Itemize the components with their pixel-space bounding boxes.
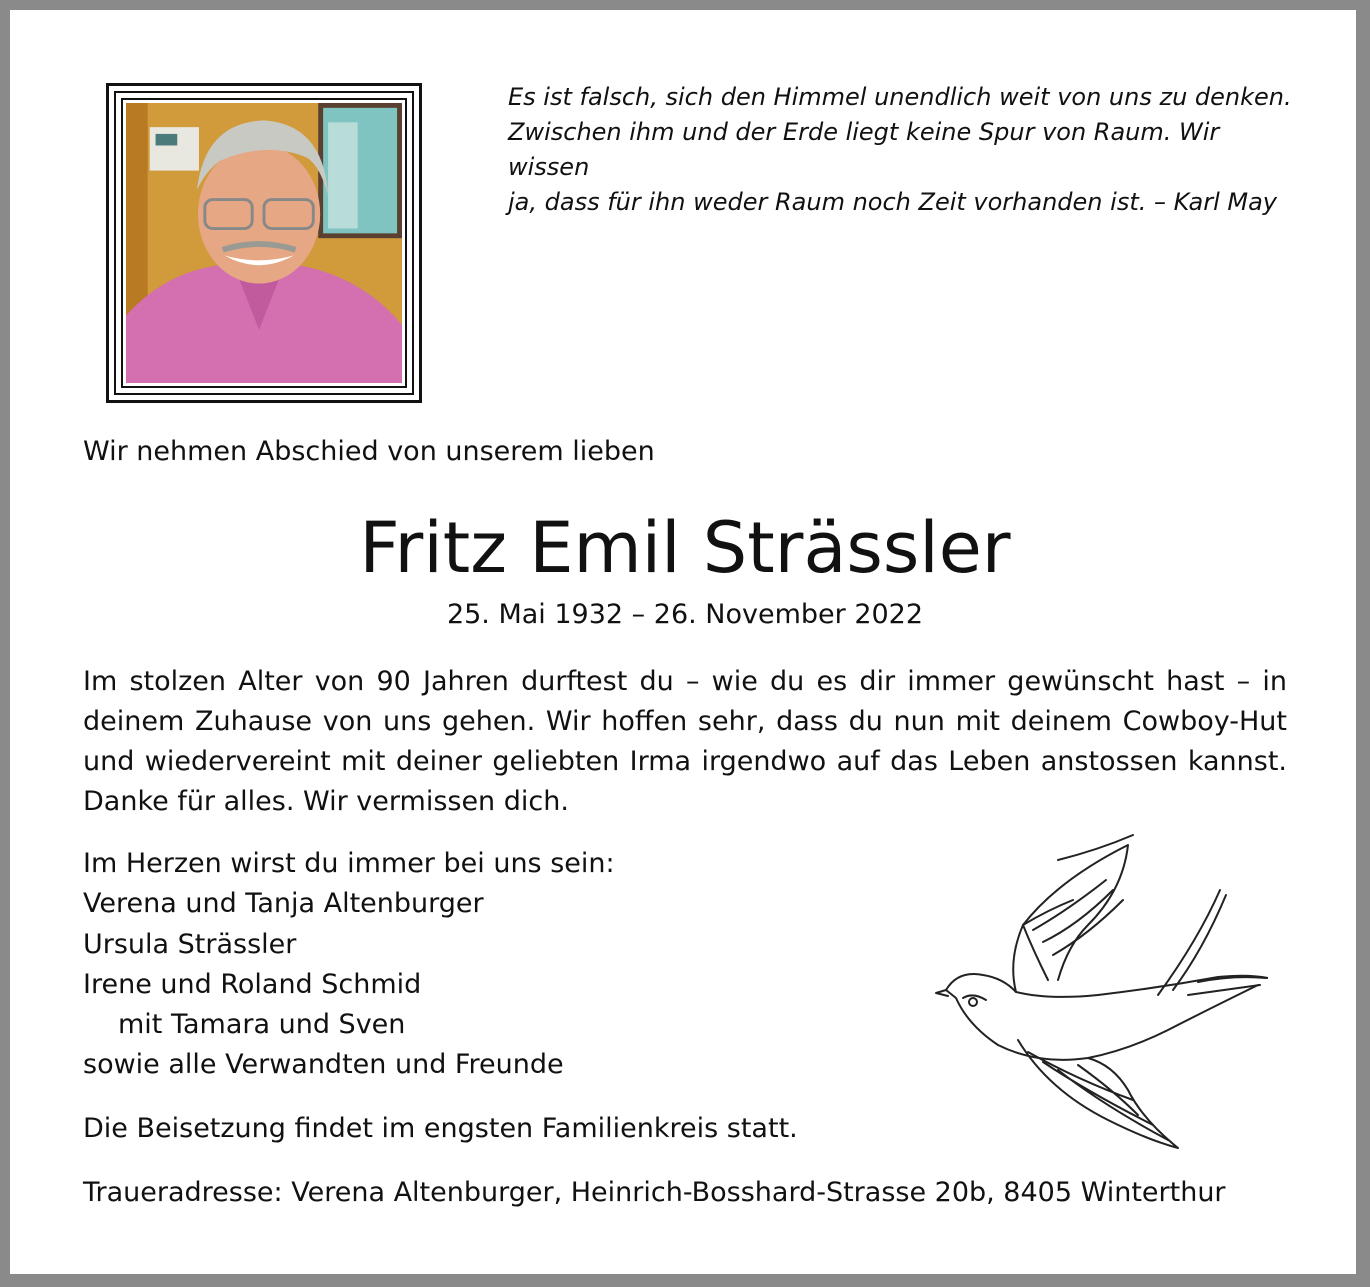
deceased-name: Fritz Emil Strässler	[359, 507, 1011, 589]
mourning-address: Traueradresse: Verena Altenburger, Heinrich-Bosshard-Strasse 20b, 8405 Winterthur	[83, 1177, 1226, 1208]
portrait-photo	[126, 103, 402, 383]
mourner-line: Ursula Strässler	[83, 928, 297, 960]
mourner-line: sowie alle Verwandten und Freunde	[83, 1049, 564, 1081]
life-dates: 25. Mai 1932 – 26. November 2022	[446, 599, 924, 630]
quote-text: Es ist falsch, sich den Himmel unendlich weit von uns zu denken. Zwischen ihm und der Erde liegt keine Spur von Raum. Wir wissen ja, dass für ihn weder Raum noch Zeit vorhanden ist. – Karl May	[508, 83, 1292, 216]
swallow-icon	[928, 830, 1268, 1160]
portrait-frame	[106, 83, 422, 403]
farewell-message: Im stolzen Alter von 90 Jahren durftest du – wie du es dir immer gewünscht hast – in deinem Zuhause von uns gehen. Wir hoffen sehr, dass du nun mit deinem Cowboy-Hut und wiedervereint mit deiner geliebten Irma irgendwo auf das Leben anstossen kannst. Danke für alles. Wir vermissen dich.	[83, 666, 1287, 817]
funeral-notice: Die Beisetzung findet im engsten Familienkreis statt.	[83, 1113, 798, 1144]
mourner-line: Verena und Tanja Altenburger	[83, 888, 484, 920]
obituary-page	[10, 10, 1356, 1274]
mourner-line: mit Tamara und Sven	[118, 1009, 406, 1041]
mourners-heading: Im Herzen wirst du immer bei uns sein:	[83, 848, 615, 879]
mourner-line: Irene und Roland Schmid	[83, 968, 422, 1000]
intro-text: Wir nehmen Abschied von unserem lieben	[83, 436, 655, 467]
mourners-list	[83, 844, 615, 1086]
